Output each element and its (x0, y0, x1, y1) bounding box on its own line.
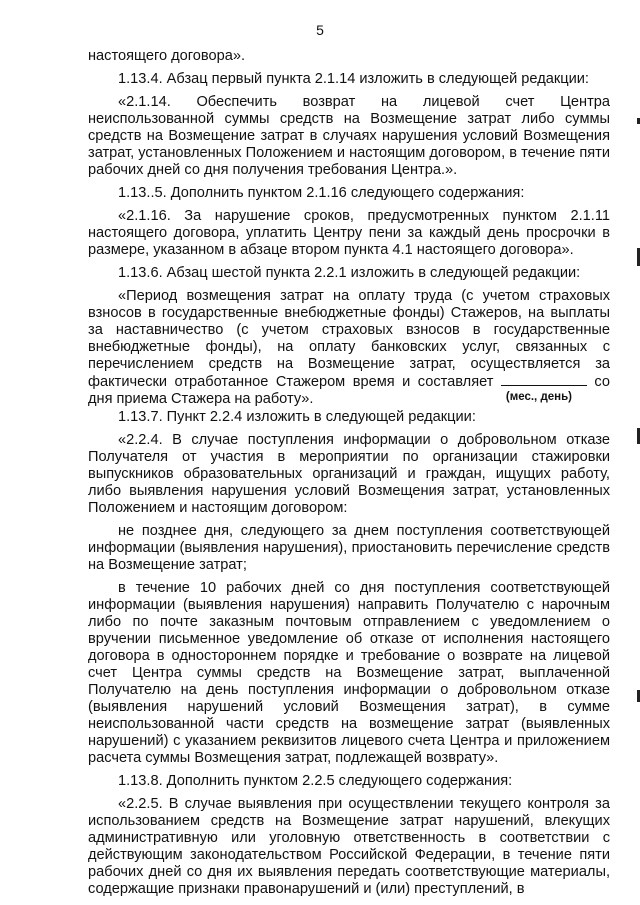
page-number: 5 (316, 22, 324, 38)
paragraph-2-2-5: «2.2.5. В случае выявления при осуществлении текущего контроля за использованием средств на Возмещение затрат нарушений, влекущих административную или уголовную ответственность в соответствии с действующим законодательством Российской Федерации, в течение пяти рабочих дней со дня их выявления передать соответствующие материалы, содержащие признаки правонарушений и (или) преступлений, в (88, 796, 610, 897)
period-text: «Период возмещения затрат на оплату труда (с учетом страховых взносов в государственные внебюджетные фонды) Стажеров, на выплаты за наставничество (с учетом страховых взносов в государственные внебюджетные фонды), на оплату банковских услуг, связанных с перечислением средств на Возмещение затрат, осуществляется за фактически отработанное Стажером время и составляет (88, 288, 610, 390)
paragraph-1-13-5: 1.13..5. Дополнить пунктом 2.1.16 следующего содержания: (118, 185, 525, 201)
paragraph-suspend-transfer: не позднее дня, следующего за днем поступления соответствующей информации (выявления нарушения), приостановить перечисление средств на Возмещение затрат; (88, 523, 610, 573)
paragraph-1-13-6: 1.13.6. Абзац шестой пункта 2.2.1 изложить в следующей редакции: (118, 265, 581, 281)
paragraph-notify-recipient: в течение 10 рабочих дней со дня поступления соответствующей информации (выявления нарушения) направить Получателю с нарочным либо по почте заказным почтовым отправлением с уведомлением о вручении письменное уведомление об отказе от исполнения настоящего договора в одностороннем порядке и требование о возврате на лицевой счет Центра суммы средств на Возмещение затрат, выплаченной Получателю на день поступления информации о добровольном отказе (выявления нарушений условий Возмещения затрат), в сумме неиспользованной части средств на возмещение затрат (выявленных нарушений) с указанием реквизитов лицевого счета Центра и приложением расчета суммы Возмещения затрат, подлежащей возврату». (88, 580, 610, 766)
period-text-tail: со дня приема Стажера на работу». (88, 374, 610, 407)
paragraph-2-1-14: «2.1.14. Обеспечить возврат на лицевой счет Центра неиспользованной суммы средств на Возмещение затрат либо суммы средств на Возмещение затрат в случаях нарушения условий Возмещения затрат, установленных Положением и настоящим договором, в течение пяти рабочих дней со дня получения требования Центра.». (88, 94, 610, 178)
paragraph-2-1-16: «2.1.16. За нарушение сроков, предусмотренных пунктом 2.1.11 настоящего договора, уплатить Центру пени за каждый день просрочки в размере, указанном в абзаце втором пункта 4.1 настоящего договора». (88, 208, 610, 258)
paragraph-2-2-4: «2.2.4. В случае поступления информации о добровольном отказе Получателя от участия в мероприятии по организации стажировки выпускников образовательных организаций и граждан, ищущих работу, либо выявления нарушения условий Возмещения затрат, установленных Положением и настоящим договором: (88, 432, 610, 516)
blank-fill-line (501, 373, 587, 386)
paragraph-1-13-4: 1.13.4. Абзац первый пункта 2.1.14 изложить в следующей редакции: (118, 71, 589, 87)
paragraph-1-13-8: 1.13.8. Дополнить пунктом 2.2.5 следующего содержания: (118, 773, 513, 789)
document-body (88, 48, 610, 904)
paragraph-period-of-reimbursement (88, 288, 610, 408)
fill-hint: (мес., день) (505, 391, 572, 403)
paragraph-1-13-7: 1.13.7. Пункт 2.2.4 изложить в следующей редакции: (118, 409, 476, 425)
paragraph-continuation: настоящего договора». (88, 48, 246, 64)
